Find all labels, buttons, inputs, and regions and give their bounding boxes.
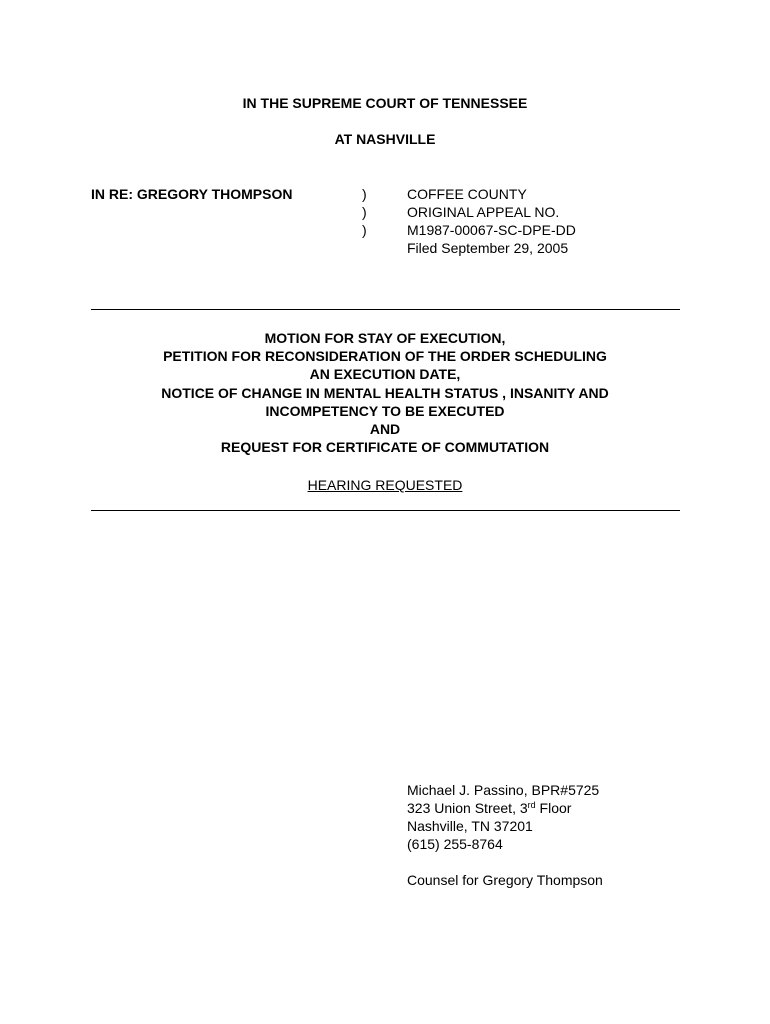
title-line: PETITION FOR RECONSIDERATION OF THE ORDER SCHEDULING bbox=[163, 348, 607, 365]
counsel-role: Counsel for Gregory Thompson bbox=[407, 872, 603, 888]
counsel-city: Nashville, TN 37201 bbox=[407, 818, 533, 834]
caption-divider bbox=[362, 185, 367, 239]
title-line: MOTION FOR STAY OF EXECUTION, bbox=[264, 330, 506, 346]
case-number: M1987-00067-SC-DPE-DD bbox=[407, 222, 576, 238]
counsel-phone: (615) 255-8764 bbox=[407, 836, 503, 852]
hearing-requested bbox=[0, 476, 770, 494]
title-line: INCOMPETENCY TO BE EXECUTED bbox=[265, 402, 505, 419]
counsel-name: Michael J. Passino, BPR#5725 bbox=[407, 782, 600, 798]
caption-paren: ) bbox=[362, 204, 367, 220]
spacer bbox=[407, 853, 603, 871]
title-line: AN EXECUTION DATE, bbox=[309, 366, 461, 383]
court-name: IN THE SUPREME COURT OF TENNESSEE bbox=[242, 95, 528, 111]
case-county: COFFEE COUNTY bbox=[407, 186, 527, 202]
top-rule bbox=[91, 309, 680, 310]
title-line: AND bbox=[369, 421, 401, 438]
bottom-rule bbox=[91, 510, 680, 511]
floor-superscript: rd bbox=[527, 800, 536, 810]
title-line: NOTICE OF CHANGE IN MENTAL HEALTH STATUS , INSANITY AND bbox=[161, 384, 609, 401]
title-line: REQUEST FOR CERTIFICATE OF COMMUTATION bbox=[220, 439, 550, 456]
case-info bbox=[407, 185, 576, 257]
street-text: 323 Union Street, 3 bbox=[407, 800, 528, 816]
street-floor-text: Floor bbox=[535, 800, 572, 816]
document-title bbox=[0, 329, 770, 456]
hearing-text: HEARING REQUESTED bbox=[307, 477, 463, 493]
filed-date: Filed September 29, 2005 bbox=[407, 240, 569, 256]
court-location: AT NASHVILLE bbox=[334, 131, 436, 147]
counsel-street bbox=[407, 799, 603, 817]
caption-paren: ) bbox=[362, 222, 367, 238]
caption-paren: ) bbox=[362, 186, 367, 202]
appeal-label: ORIGINAL APPEAL NO. bbox=[407, 204, 560, 220]
counsel-block bbox=[407, 781, 603, 889]
case-party: IN RE: GREGORY THOMPSON bbox=[91, 186, 293, 202]
